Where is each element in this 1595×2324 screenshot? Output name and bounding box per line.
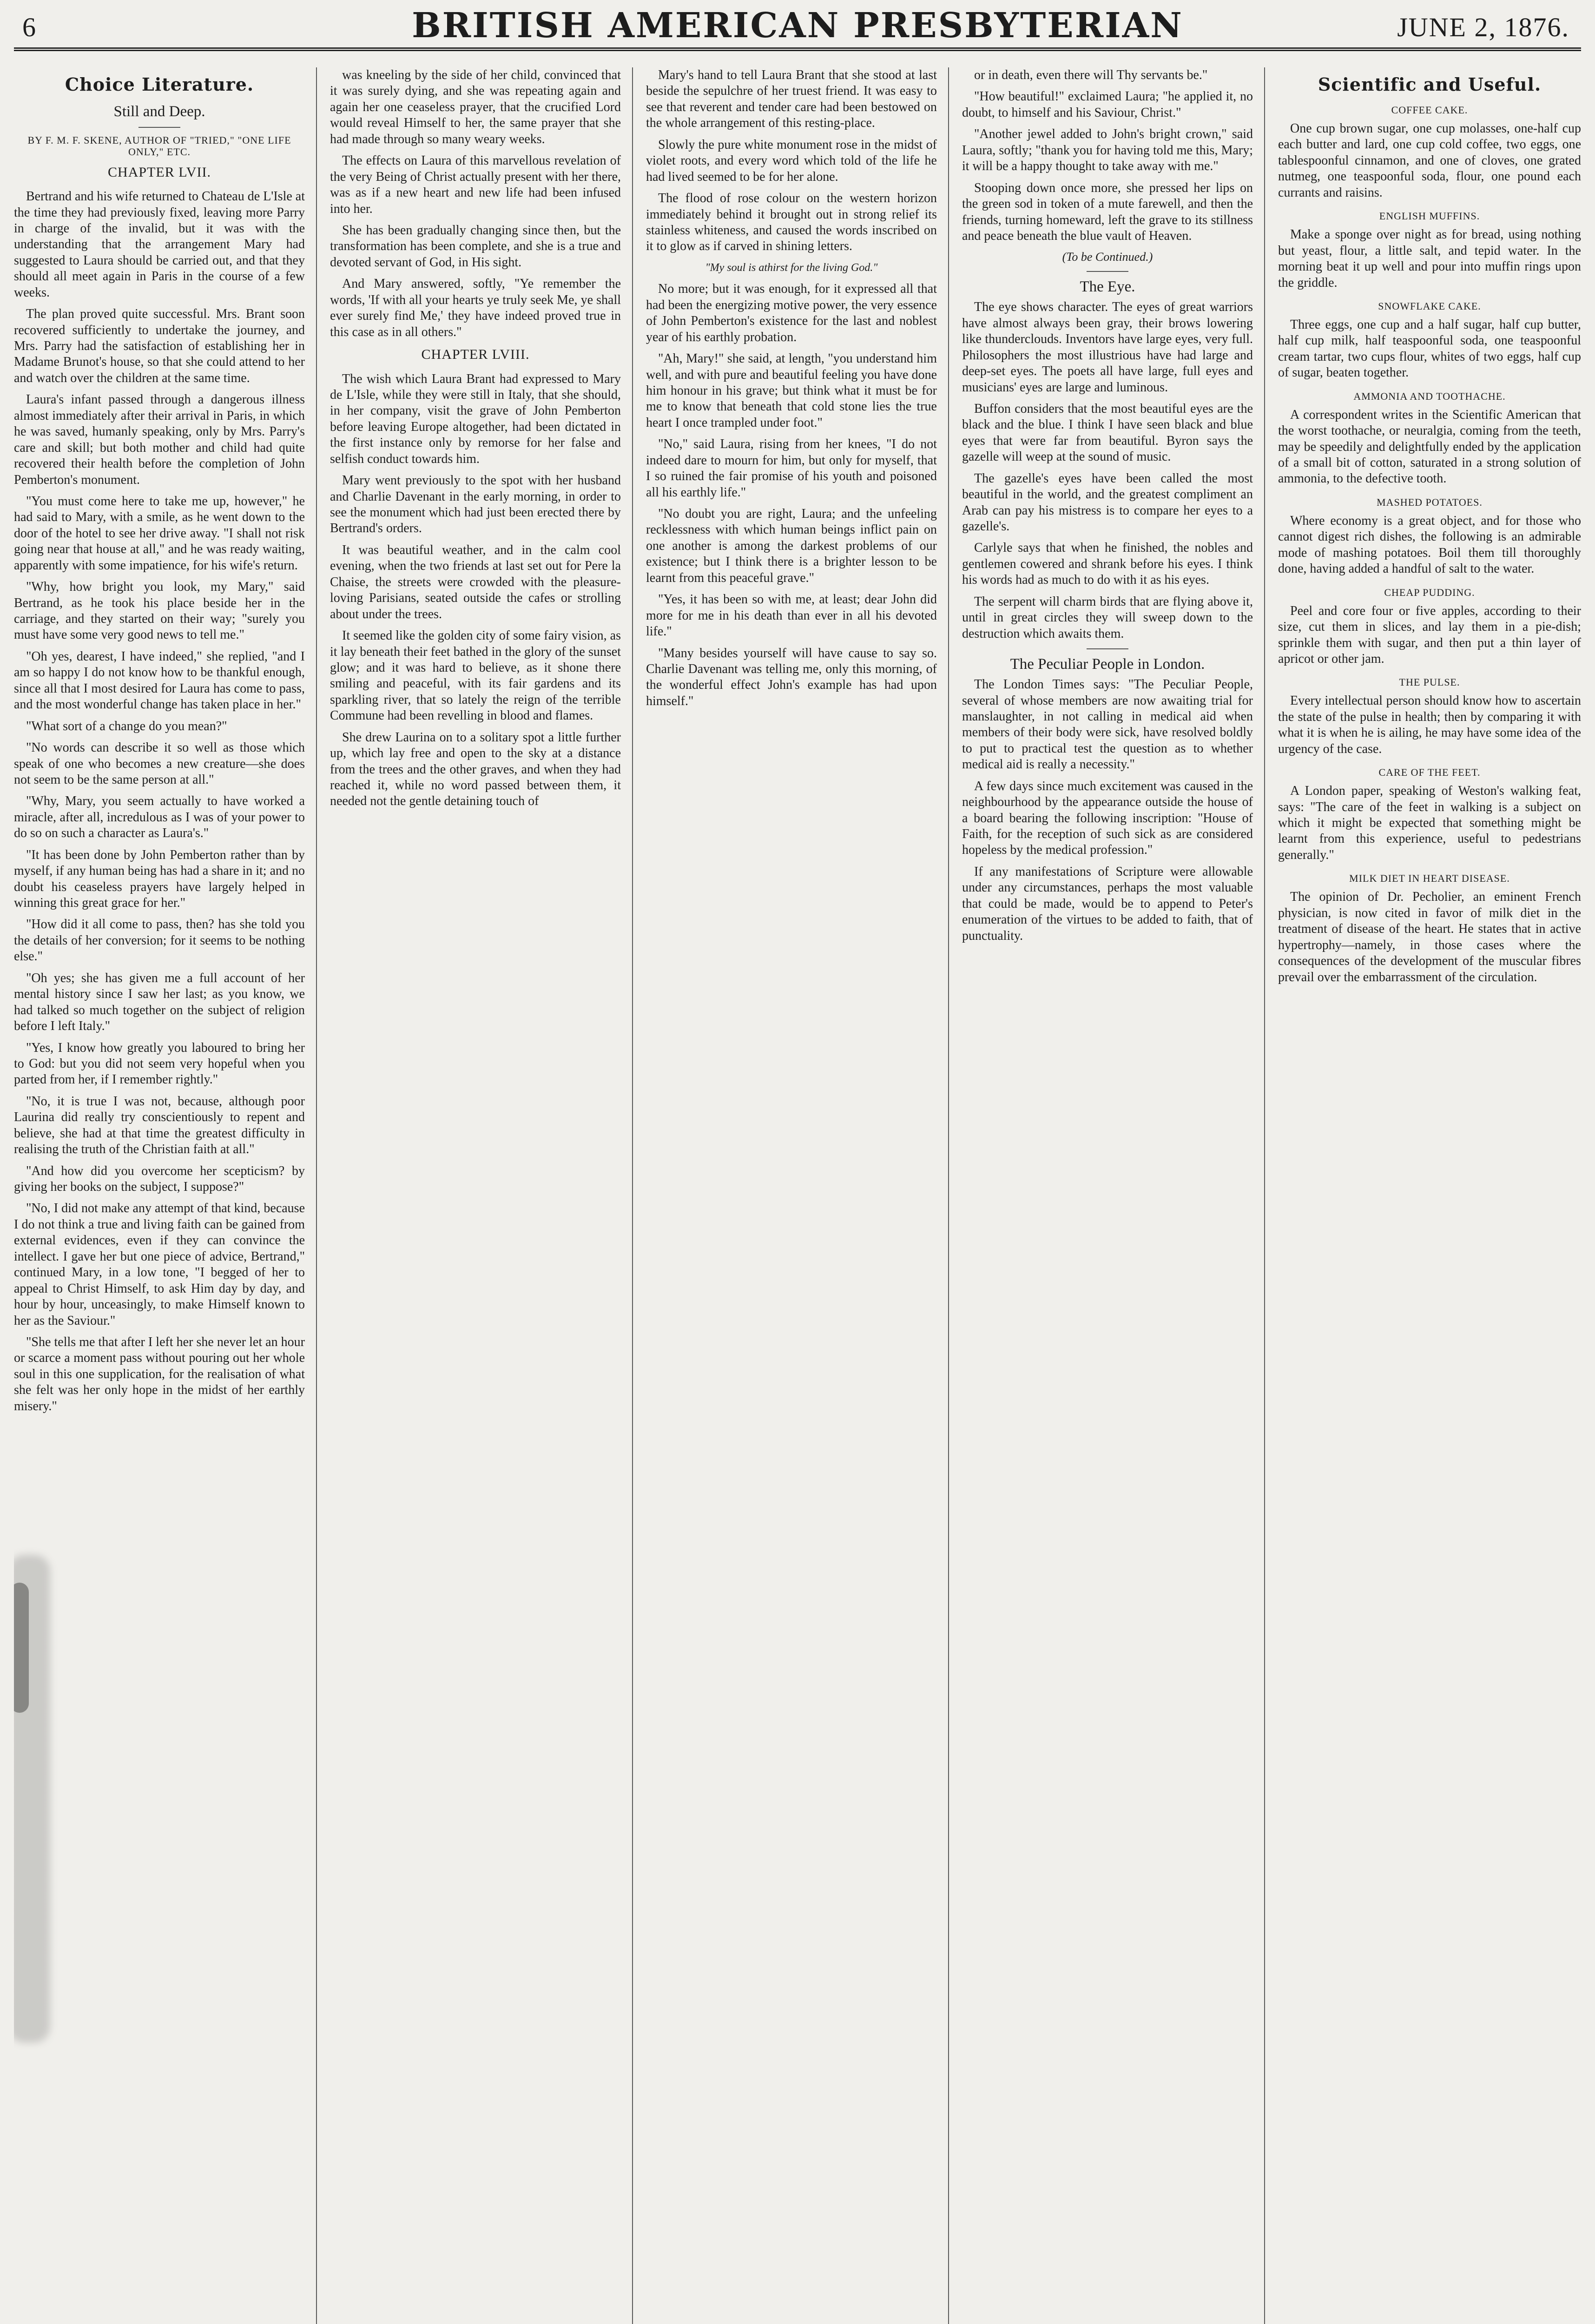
- recipe-paragraph: One cup brown sugar, one cup molasses, one-half cup each butter and lard, one cup cold coffee, two eggs, one tablespoonful cinnamon, and one of cloves, one grated nutmeg, one teaspoonful soda, flour, one pound each currants and raisins.: [1278, 121, 1581, 200]
- story-paragraph: She drew Laurina on to a solitary spot a little further up, which lay free and open to the sky at a distance from the trees and the other graves, and when they had reached it, while no word passed between them, it needed not the gentle detaining touch of: [330, 730, 621, 809]
- story-paragraph: "Yes, I know how greatly you laboured to bring her to God: but you did not seem very hopeful when you parted from her, if I remember rightly.": [14, 1040, 305, 1087]
- story-paragraph: "How beautiful!" exclaimed Laura; "he applied it, no doubt, to himself and his Saviour, Christ.": [962, 89, 1253, 120]
- story-paragraph: The wish which Laura Brant had expressed to Mary de L'Isle, while they were still in Italy, that she should, in her company, visit the grave of John Pemberton before leaving Europe altogether, had been dictated in the first instance only by remorse for her false and selfish conduct towards him.: [330, 371, 621, 466]
- section-divider: [1087, 648, 1128, 649]
- story-paragraph: "Another jewel added to John's bright crown," said Laura, softly; "thank you for having told me this, Mary; it will be a happy thought to take away with me.": [962, 127, 1253, 174]
- story-paragraph: "And how did you overcome her scepticism? by giving her books on the subject, I suppose?": [14, 1163, 305, 1195]
- recipe-heading: COFFEE CAKE.: [1391, 104, 1468, 116]
- eye-paragraph: Buffon considers that the most beautiful eyes are the black and the blue. I think I have seen black and blue eyes that were far from beautiful. Byron says the gazelle will weep at the sound of music.: [962, 401, 1253, 464]
- story-paragraph: Bertrand and his wife returned to Chateau de L'Isle at the time they had previously fixed, leaving more Parry in charge of the invalid, but it was with the understanding that the arrangement Mary had suggested to Laura should be carried out, and that they should all meet again in Paris in the course of a few weeks.: [14, 189, 305, 300]
- publication-date: JUNE 2, 1876.: [1397, 12, 1569, 42]
- story-paragraph: Laura's infant passed through a dangerous illness almost immediately after their arrival in Paris, in which he was saved, humanly speaking, only by Mrs. Parry's care and skill; but both mother and child had quite recovered their health before the completion of John Pemberton's monument.: [14, 392, 305, 487]
- story-paragraph: "No, it is true I was not, because, although poor Laurina did really try conscientiously to repent and believe, she had at that time the greatest difficulty in realising the truth of the Christian faith at all.": [14, 1094, 305, 1157]
- article-heading: CARE OF THE FEET.: [1378, 766, 1481, 779]
- article-heading: THE PULSE.: [1399, 676, 1460, 688]
- story-paragraph: "What sort of a change do you mean?": [26, 719, 227, 733]
- recipe-heading: CHEAP PUDDING.: [1384, 586, 1475, 598]
- story-paragraph: "Why, how bright you look, my Mary," said Bertrand, as he took his place beside her in the carriage, and they started on their way; "surely you must have some very good news to tell me.": [14, 580, 305, 642]
- story-paragraph: "Oh yes; she has given me a full account of her mental history since I saw her last; as you know, we had talked so much together on the subject of religion before I left Italy.": [14, 971, 305, 1034]
- story-paragraph: "No, I did not make any attempt of that kind, because I do not think a true and living faith can be gained from external evidences, even if they can convince the intellect. I gave her but one piece of advice, Bertrand," continued Mary, in a low tone, "I begged of her to appeal to Christ Himself, to ask Him day by day, and hour by hour, unceasingly, to make Himself known to her as the Saviour.": [14, 1201, 305, 1328]
- story-paragraph: "Why, Mary, you seem actually to have worked a miracle, after all, incredulous as I was of your power to do so on such a character as Laura's.": [14, 794, 305, 841]
- story-paragraph: "No doubt you are right, Laura; and the unfeeling recklessness with which human beings inflict pain on one another is among the darkest problems of our existence; but I think there is a brighter lesson to be learnt from this peaceful grave.": [646, 507, 937, 585]
- recipe-paragraph: Peel and core four or five apples, according to their size, cut them in slices, and lay them in a pie-dish; sprinkle them with sugar, and then put a thin layer of apricot or other jam.: [1278, 603, 1581, 666]
- recipe-paragraph: Where economy is a great object, and for those who cannot digest rich dishes, the following is an admirable mode of mashing potatoes. Boil them till thoroughly done, having added a handful of salt to the water.: [1278, 513, 1581, 576]
- continued-note: (To be Continued.): [1062, 250, 1153, 264]
- page-number: 6: [22, 12, 37, 42]
- column-5: [1278, 67, 1581, 2324]
- column-1: [14, 67, 317, 2324]
- story-paragraph: The flood of rose colour on the western horizon immediately behind it brought out in strong relief its stainless whiteness, and caused the words inscribed on it to glow as if carved in shining letters.: [646, 191, 937, 254]
- recipe-heading: MASHED POTATOES.: [1377, 496, 1483, 508]
- eye-paragraph: The serpent will charm birds that are flying above it, until in great circles they will sweep down to the destruction which awaits them.: [962, 594, 1253, 641]
- article-paragraph: A correspondent writes in the Scientific American that the worst toothache, or neuralgia, coming from the teeth, may be speedily and delightfully ended by the application of a small bit of cotton, saturated in a strong solution of ammonia, to the defective tooth.: [1278, 407, 1581, 486]
- article-paragraph: A London paper, speaking of Weston's walking feat, says: "The care of the feet in walking is a subject on which it might be expected that something might be learnt from this experience, useful to pedestrians generally.": [1278, 784, 1581, 862]
- section-title-choice-literature: Choice Literature.: [65, 74, 254, 95]
- eye-paragraph: The gazelle's eyes have been called the most beautiful in the world, and the greatest compliment an Arab can pay his mistress is to compare her eyes to a gazelle's.: [962, 471, 1253, 534]
- story-paragraph: Mary went previously to the spot with her husband and Charlie Davenant in the early morning, in order to see the monument which had just been erected there by Bertrand's orders.: [330, 473, 621, 536]
- recipe-heading: SNOWFLAKE CAKE.: [1378, 300, 1481, 312]
- story-paragraph: Slowly the pure white monument rose in the midst of violet roots, and every word which told of the life he had lived seemed to be for her alone.: [646, 137, 937, 184]
- story-paragraph: She has been gradually changing since then, but the transformation has been complete, and she is a true and devoted servant of God, in His sight.: [330, 223, 621, 270]
- people-paragraph: If any manifestations of Scripture were allowable under any circumstances, perhaps the most valuable that could be made, would be to append to Peter's enumeration of the virtues to be added to faith, that of punctuality.: [962, 864, 1253, 943]
- story-paragraph: The plan proved quite successful. Mrs. Brant soon recovered sufficiently to undertake the journey, and Mrs. Parry had the satisfaction of establishing her in Madame Brunot's house, so that she could attend to her and watch over the children at the same time.: [14, 307, 305, 385]
- story-paragraph: or in death, even there will Thy servants be.": [974, 68, 1208, 82]
- story-paragraph: "It has been done by John Pemberton rather than by myself, if any human being has had a share in it; and no doubt his ceaseless prayers have largely helped in winning this great grace for her.": [14, 847, 305, 911]
- article-heading: MILK DIET IN HEART DISEASE.: [1349, 872, 1510, 885]
- article-title-the-eye: The Eye.: [1080, 278, 1135, 296]
- story-paragraph: "Yes, it has been so with me, at least; dear John did more for me in his death than ever in all his devoted life.": [646, 592, 937, 639]
- article-paragraph: The opinion of Dr. Pecholier, an eminent French physician, is now cited in favor of milk diet in the treatment of disease of the heart. He states that in active hypertrophy—namely, in those cases where the consequences of the development of the muscular fibres prevail over the embarrassment of the circulation.: [1278, 890, 1581, 984]
- story-paragraph: "No words can describe it so well as those which speak of one who becomes a new creature—she does not seem to be the same person at all.": [14, 740, 305, 787]
- story-paragraph: "How did it all come to pass, then? has she told you the details of her conversion; for it seems to be nothing else.": [14, 917, 305, 964]
- recipe-paragraph: Make a sponge over night as for bread, using nothing but yeast, flour, a little salt, and tepid water. In the morning beat it up well and pour into muffin rings upon the griddle.: [1278, 227, 1581, 290]
- newspaper-title: BRITISH AMERICAN PRESBYTERIAN: [412, 6, 1183, 46]
- article-byline: BY F. M. F. SKENE, AUTHOR OF "TRIED," "ONE LIFE ONLY," ETC.: [27, 134, 291, 158]
- masthead: [14, 0, 1581, 51]
- story-paragraph: Stooping down once more, she pressed her lips on the green sod in token of a mute farewell, and then the friends, turning homeward, left the grave to its stillness and peace beneath the blue vault of Heaven.: [962, 180, 1253, 243]
- story-paragraph: The effects on Laura of this marvellous revelation of the very Being of Christ actually present with her there, was as if a new heart and new life had been infused into her.: [330, 153, 621, 216]
- title-divider: [138, 127, 180, 128]
- story-paragraph: "Many besides yourself will have cause to say so. Charlie Davenant was telling me, only this morning, of the wonderful effect John's example has had upon himself.": [646, 646, 937, 708]
- story-paragraph: No more; but it was enough, for it expressed all that had been the energizing motive power, the very essence of John Pemberton's existence for the last and noblest year of his earthly probation.: [646, 282, 937, 344]
- article-paragraph: Every intellectual person should know how to ascertain the state of the pulse in health; then by comparing it with what it is when he is ailing, he may have some idea of the urgency of the case.: [1278, 693, 1581, 756]
- column-4: [962, 67, 1265, 2324]
- eye-paragraph: The eye shows character. The eyes of great warriors have almost always been gray, their brows lowering like thunderclouds. Inventors have large eyes, very full. Philosophers the most illustrious have had large and deep-set eyes. The poets all have large, full eyes and musicians' eyes are large and luminous.: [962, 300, 1253, 395]
- story-paragraph: was kneeling by the side of her child, convinced that it was surely dying, and she was repeating again and again her one ceaseless prayer, that the crucified Lord would reveal Himself to her, the same prayer that she had made through so many weary weeks.: [330, 68, 621, 146]
- story-paragraph: "Oh yes, dearest, I have indeed," she replied, "and I am so happy I do not know how to be thankful enough, since all that I most desired for Laura has come to pass, and the most wonderful change has taken place in her.": [14, 649, 305, 712]
- story-paragraph: And Mary answered, softly, "Ye remember the words, 'If with all your hearts ye truly seek Me, ye shall ever surely find Me,' they have indeed proved true in this case as in all others.": [330, 277, 621, 339]
- story-paragraph: It seemed like the golden city of some fairy vision, as it lay beneath their feet bathed in the glory of the sunset glow; and it was hard to believe, as it shone there smiling and peaceful, with its fair gardens and its sparkling river, that so lately the reign of the terrible Commune had been revelling in blood and flames.: [330, 628, 621, 723]
- article-title-still-and-deep: Still and Deep.: [113, 103, 205, 120]
- recipe-paragraph: Three eggs, one cup and a half sugar, half cup butter, half cup milk, half teaspoonful soda, one teaspoonful cream tartar, two cups flour, whites of two eggs, half cup of sugar, beaten together.: [1278, 317, 1581, 380]
- inscription-quote: "My soul is athirst for the living God.": [705, 261, 878, 274]
- people-paragraph: A few days since much excitement was caused in the neighbourhood by the appearance outside the house of a board bearing the following inscription: "House of Faith, for the reception of such sick as are considered hopeless by the medical profession.": [962, 779, 1253, 858]
- article-heading: AMMONIA AND TOOTHACHE.: [1353, 390, 1506, 402]
- chapter-heading: CHAPTER LVII.: [108, 164, 211, 180]
- section-title-scientific-useful: Scientific and Useful.: [1318, 74, 1542, 95]
- recipe-heading: ENGLISH MUFFINS.: [1379, 210, 1480, 222]
- section-divider: [1087, 271, 1128, 272]
- story-paragraph: "You must come here to take me up, however," he had said to Mary, with a smile, as he went down to the door of the hotel to see her drive away. "I shall not risk going near that house at all," and he was ready waiting, apparently with some impatience, for his wife's return.: [14, 494, 305, 573]
- column-3: [646, 67, 949, 2324]
- chapter-heading: CHAPTER LVIII.: [421, 347, 530, 362]
- people-paragraph: The London Times says: "The Peculiar People, several of whose members are now awaiting trial for manslaughter, in not calling in medical aid when members of their body were sick, have resolved boldly to put to practical test the question as to whether medical aid is really a necessity.": [962, 677, 1253, 772]
- story-paragraph: It was beautiful weather, and in the calm cool evening, when the two friends at last set out for Pere la Chaise, the streets were crowded with the pleasure-loving Parisians, seated outside the cafes or strolling about under the trees.: [330, 542, 621, 621]
- story-paragraph: "No," said Laura, rising from her knees, "I do not indeed dare to mourn for him, but only for myself, that I so ruined the fair promise of his youth and poisoned all his earthly life.": [646, 437, 937, 500]
- story-paragraph: "She tells me that after I left her she never let an hour or scarce a moment pass without pouring out her whole soul in this one supplication, for the realisation of what she felt was her only hope in the midst of her earthly misery.": [14, 1334, 305, 1413]
- eye-paragraph: Carlyle says that when he finished, the nobles and gentlemen cowered and shrank before his eyes. I think his words had as much to do with it as his eyes.: [962, 541, 1253, 588]
- article-columns: [14, 67, 1581, 2324]
- article-title-peculiar-people: The Peculiar People in London.: [1010, 656, 1205, 673]
- story-paragraph: "Ah, Mary!" she said, at length, "you understand him well, and with pure and beautiful feeling you have done him honour in his grave; but think what it must be for me to know that beneath that cold stone lies the true heart I once trampled under foot.": [646, 351, 937, 430]
- story-paragraph: Mary's hand to tell Laura Brant that she stood at last beside the sepulchre of her truest friend. It was easy to see that reverent and tender care had been bestowed on the whole arrangement of this resting-place.: [646, 68, 937, 131]
- column-2: [330, 67, 633, 2324]
